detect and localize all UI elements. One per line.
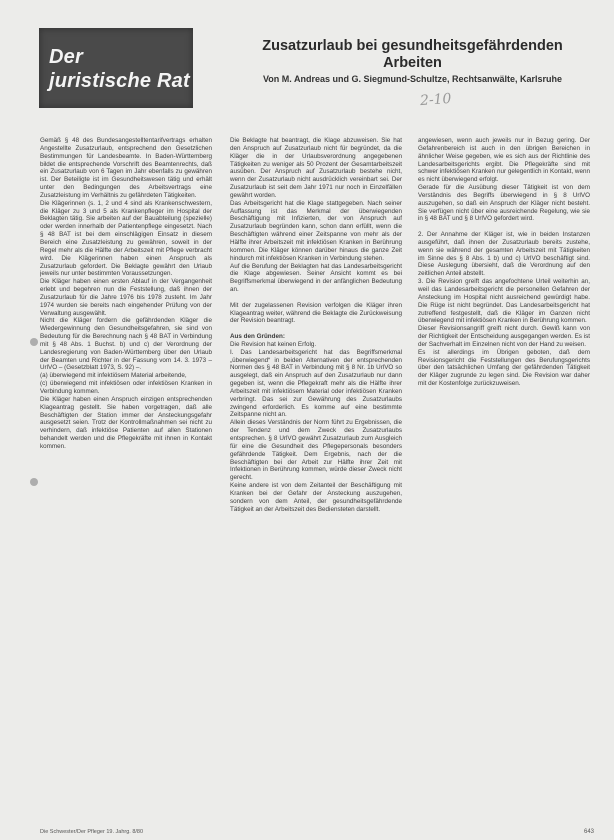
page-number: 643	[584, 829, 595, 835]
footer-source: Die Schwester/Der Pfleger 19. Jahrg. 8/80	[40, 829, 144, 835]
article-title: Zusatzurlaub bei gesundheitsgefährdenden Arbeiten	[262, 38, 563, 71]
section-heading: Aus den Gründen:	[230, 333, 285, 340]
rubric-banner	[39, 28, 193, 108]
text-column-3	[418, 137, 590, 825]
paragraph: 3. Die Revision greift das angefochtene Urteil weiterhin an, weil das Landesarbeitsgericht die personellen Gefahren der Ansteckung im Hospital nicht ausreichend gewürdigt habe. Die Rüge ist nicht begründet. Das Landesarbeitsgericht hat zutreffend festgestellt, daß die Kläger im Ganzen nicht überwiegend mit infektiösen Kranken in Berührung kommen.	[418, 278, 590, 325]
article-authors: Von M. Andreas und G. Siegmund-Schultze, Rechtsanwälte, Karlsruhe	[262, 74, 563, 84]
paragraph: Allein dieses Verständnis der Norm führt zu Ergebnissen, die der Tendenz und dem Zweck des Zusatzurlaubs entsprechen. § 8 UrlVO gewährt Zusatzurlaub zum Ausgleich für eine die Gesundheit des Pflegepersonals besonders gefährdende Tätigkeit. Dem Ergebnis, nach der die Beschäftigten bei der Arbeit zur Hälfte ihrer Zeit mit Infektionen in Berührung kommen, würde dieser Zweck nicht gerecht.	[230, 419, 402, 482]
paragraph: Mit der zugelassenen Revision verfolgen die Kläger ihren Klageantrag weiter, während die Beklagte die Zurückweisung der Revision beantragt.	[230, 301, 402, 325]
paragraph: Das Arbeitsgericht hat die Klage stattgegeben. Nach seiner Auffassung ist das Merkmal der überwiegenden Beschäftigung mit Infizierten, der von Anspruch auf Zusatzurlaub begründen kann, schon dann erfüllt, wenn die Beschäftigten während einer Zeitspanne von mehr als der Hälfte ihrer Arbeitszeit mit infektiösen Kranken in Berührung kommen. Die Kläger können darüber hinaus die ganze Zeit hindurch mit infektiösen Kranken in Verbindung stehen.	[230, 199, 402, 262]
text-column-2	[230, 137, 402, 827]
paragraph: Die Revision hat keinen Erfolg.	[230, 340, 317, 348]
banner-line-2: juristische Rat	[49, 70, 190, 92]
paragraph: Die Kläger haben einen Anspruch einzigen entsprechenden Klageantrag gestellt. Sie haben vorgetragen, daß alle Beschäftigten der Station immer der Ansteckungsgefahr ausgesetzt seien. Trotz der Kontrollmaßnahmen sei nicht zu verhindern, daß infektiöse Patienten auf allen Stationen behandelt werden und die Pflegekräfte mit ihnen in Kontakt kommen.	[40, 395, 212, 450]
paragraph: Die Beklagte hat beantragt, die Klage abzuweisen. Sie hat den Anspruch auf Zusatzurlaub nicht für begründet, da die Kläger die in der Urlaubsverordnung angegebenen Tätigkeiten zu weniger als 50 Prozent der Gesamtarbeitszeit ausüben. Der Anspruch auf Zusatzurlaub bestehe nicht, wenn der Zusatzurlaub nicht ausdrücklich vereinbart sei. Der Zusatzurlaub ist seit dem Jahr 1971 nur noch in Einzelfällen gewährt worden.	[230, 137, 402, 199]
paragraph: Dieser Revisionsangriff greift nicht durch. Gewiß kann von der Richtigkeit der Entscheidung ausgegangen werden. Es ist der Sachverhalt im Einzelnen nicht von der Hand zu weisen.	[418, 325, 590, 348]
punch-hole-icon	[30, 338, 38, 346]
paragraph: angewiesen, wenn auch jeweils nur in Bezug gering. Der Gefahrenbereich ist auch in den übrigen Bereichen in ähnlicher Weise gegeben, wie es sich aus der Richtlinie des Landesarbeitsgerichts ergibt. Die Pflegekräfte sind mit schwer infektiösen Kranken nur gelegentlich in Kontakt, wenn es nicht überwiegend erfolgt.	[418, 137, 590, 184]
paragraph: Keine andere ist von dem Zeitanteil der Beschäftigung mit Kranken bei der Gefahr der Ansteckung auszugehen, sondern von dem Anteil, der gesundheitsgefährdende Tätigkeit an der Arbeitszeit des Bediensteten darstellt.	[230, 482, 402, 513]
paragraph: Gemäß § 48 des Bundesangestelltentarifvertrags erhalten Angestellte Zusatzurlaub, entsprechend den Gesetzlichen Bestimmungen für Landesbeamte. In Baden-Württemberg bildet die entsprechende Vorschrift des Beamtenrechts, daß ein Zusatzurlaub von 6 Tagen im Jahr ebenfalls zu gewähren ist. Der Beteiligte ist im Gesundheitswesen tätig und erhält unter den Bedingungen des Arbeitsvertrags eine Zusatzleistung im Verhältnis zu gefährdeten Tätigkeiten.	[40, 137, 212, 199]
paragraph: 2. Der Annahme der Kläger ist, wie in beiden Instanzen ausgeführt, daß ihnen der Zusatzurlaub bereits zustehe, wenn sie während der gesamten Arbeitszeit mit Tätigkeiten im Sinne des § 8 Abs. 1 b) und c) UrlVO beschäftigt sind. Diese Auslegung übersieht, daß die Verordnung auf den zeitlichen Anteil abstellt.	[418, 231, 590, 278]
handwritten-note: 2-10	[419, 90, 452, 110]
paragraph: Die Klägerinnen (s. 1, 2 und 4 sind als Krankenschwestern, die Kläger zu 3 und 5 als Krankenpfleger im Hospital der Beklagten tätig. Sie arbeiten auf der Bauabteilung (spezielle) oder werden innerhalb der Patientenpflege eingesetzt. Nach § 48 BAT ist bei dem einschlägigen Einsatz in diesem Bereich eine Zusatzleistung zu gewähren, soweit in der Regel mehr als die Hälfte der Arbeitszeit mit Pflege verbracht wird. Die Klägerinnen haben einen Anspruch als Zusatzurlaub gefordert. Die Beklagte gewährt den Urlaub jeweils nur unter bestimmten Voraussetzungen.	[40, 199, 212, 278]
punch-hole-icon	[30, 478, 38, 486]
text-column-1	[40, 137, 212, 827]
paragraph: (c) überwiegend mit infektiösen oder infektiösen Kranken in Verbindung kommen.	[40, 380, 212, 395]
paragraph: Nicht die Kläger fordern die gefährdenden Kläger die Wiedergewinnung den Gesundheitsgefahren, sie sind von Bedeutung für die Berechnung nach § 48 BAT in Verbindung mit § 48 Abs. 1 Buchst. b) und c) der Verordnung der Landesregierung von Baden-Württemberg über den Urlaub der Beamten und Richter in der Fassung vom 14. 3. 1973 – UrlVO – (Gesetzblatt 1973, S. 92) –.	[40, 317, 212, 372]
paragraph: Auf die Berufung der Beklagten hat das Landesarbeitsgericht die Klage abgewiesen. Seiner Ansicht kommt es bei Begriffsmerkmal überwiegend in der anfänglichen Bedeutung an.	[230, 262, 402, 294]
paragraph: (a) überwiegend mit infektiösem Material arbeitende,	[40, 372, 187, 380]
paragraph: Es ist allerdings im Übrigen geboten, daß dem Revisionsgericht die Feststellungen des Berufungsgerichts über den tatsächlichen Umfang der gefährdenden Tätigkeit der Kläger zugrunde zu legen sind. Die Revision war daher mit der Kostenfolge zurückzuweisen.	[418, 348, 590, 388]
paragraph: Gerade für die Ausübung dieser Tätigkeit ist von dem Verständnis des Begriffs überwiegend in § 8 UrlVO auszugehen, so daß ein Anspruch der Kläger nicht besteht. Sie verfügen nicht über eine ausreichende Regelung, wie sie in § 48 BAT und § 8 UrlVO gefordert wird.	[418, 184, 590, 223]
paragraph: I. Das Landesarbeitsgericht hat das Begriffsmerkmal „überwiegend“ in beiden Alternativen der entsprechenden Normen des § 48 BAT in Verbindung mit § 8 Nr. 1b UrlVO so ausgelegt, daß ein Anspruch auf den Zusatzurlaub nur dann gegeben ist, wenn die Pflegekraft mehr als die Hälfte ihrer Arbeitszeit mit infektiösem Material oder infektiösen Kranken verbringt. Das sei zur Gewährung des Zusatzurlaubs zwingend erforderlich. Es komme auf eine bestimmte Zeitspanne nicht an.	[230, 348, 402, 419]
banner-line-1: Der	[49, 46, 83, 68]
paragraph: Die Kläger haben einen ersten Ablauf in der Vergangenheit erlebt und begehren nun die Feststellung, daß ihnen der Zusatzurlaub für die Jahre 1976 bis 1978 zusteht. Im Jahr 1974 wurden sie bereits nach eingehender Prüfung von der Verwaltung ausgewählt.	[40, 278, 212, 317]
